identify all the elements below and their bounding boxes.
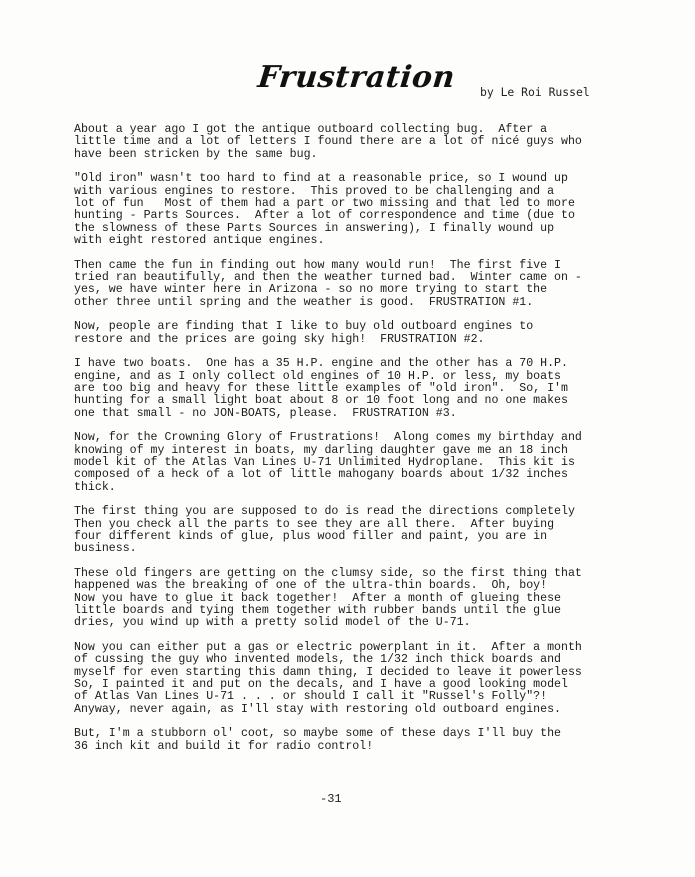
- article-body: [74, 124, 634, 765]
- article-byline: by Le Roi Russel: [480, 85, 590, 99]
- paragraph: "Old iron" wasn't too hard to find at a reasonable price, so I wound up with various engines to restore. This proved to be challenging and a lot of fun Most of them had a part or two missing and that led to more hunting - Parts Sources. After a lot of correspondence and time (due to the slowness of these Parts Sources in answering), I finally wound up with eight restored antique engines.: [74, 172, 575, 248]
- paragraph: These old fingers are getting on the clumsy side, so the first thing that happened was the breaking of one of the ultra-thin boards. Oh, boy! Now you have to glue it back together! After a month of glueing these little boards and tying them together with rubber bands until the glue dries, you wind up with a pretty solid model of the U-71.: [74, 566, 582, 630]
- paragraph: But, I'm a stubborn ol' coot, so maybe some of these days I'll buy the 36 inch kit and build it for radio control!: [74, 727, 562, 753]
- paragraph: Then came the fun in finding out how many would run! The first five I tried ran beautifully, and then the weather turned bad. Winter came on - yes, we have winter here in Arizona - so no more trying to start the other three until spring and the weather is good. FRUSTRATION #1.: [74, 258, 582, 309]
- paragraph: Now, for the Crowning Glory of Frustrations! Along comes my birthday and knowing of my interest in boats, my darling daughter gave me an 18 inch model kit of the Atlas Van Lines U-71 Unlimited Hydroplane. This kit is composed of a heck of a lot of little mahogany boards about 1/32 inches thick.: [74, 431, 582, 494]
- page-number: -31: [320, 792, 342, 806]
- paragraph: Now you can either put a gas or electric powerplant in it. After a month of cussing the guy who invented models, the 1/32 inch thick boards and myself for even starting this damn thing, I decided to leave it powerless So, I painted it and put on the decals, and I have a good looking model of Atlas Van Lines U-71 . . . or should I call it "Russel's Folly"?! Anyway, never again, as I'll stay with restoring old outboard engines.: [74, 640, 582, 716]
- paragraph: The first thing you are supposed to do is read the directions completely Then you check all the parts to see they are all there. After buying four different kinds of glue, plus wood filler and paint, you are in business.: [74, 505, 575, 556]
- paragraph: Now, people are finding that I like to buy old outboard engines to restore and the prices are going sky high! FRUSTRATION #2.: [74, 320, 534, 346]
- paragraph: About a year ago I got the antique outboard collecting bug. After a little time and a lot of letters I found there are a lot of nicé guys who have been stricken by the same bug.: [74, 123, 582, 161]
- paragraph: I have two boats. One has a 35 H.P. engine and the other has a 70 H.P. engine, and as I only collect old engines of 10 H.P. or less, my boats are too big and heavy for these little examples of "old iron". So, I'm hunting for a small light boat about 8 or 10 foot long and no one makes one that small - no JON-BOATS, please. FRUSTRATION #3.: [74, 357, 568, 420]
- article-title: Frustration: [256, 60, 457, 95]
